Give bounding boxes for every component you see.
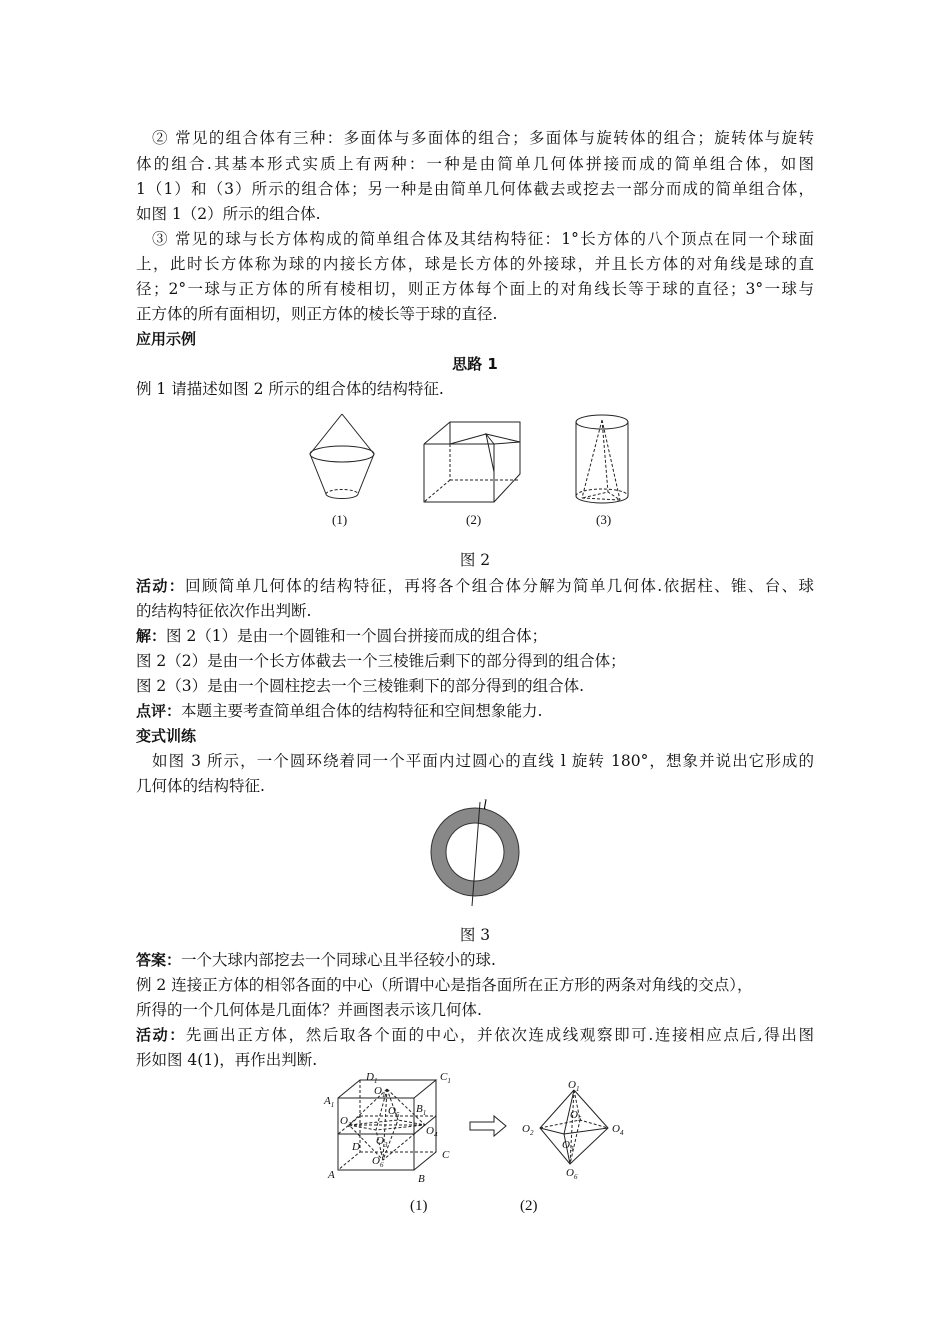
figure-4	[318, 1068, 638, 1188]
label-b1: $B_1$	[416, 1103, 427, 1117]
label-a1: $A_1$	[324, 1095, 335, 1109]
fig4-cube-labels	[323, 1071, 451, 1185]
fig4-sub-2: (2)	[520, 1198, 538, 1214]
fig2-sub-3: (3)	[596, 512, 612, 527]
para2-line-3: 1（1）和（3）所示的组合体；另一种是由简单几何体截去或挖去一部分而成的简单组合体，	[136, 180, 814, 198]
fig4-octahedron	[540, 1090, 608, 1164]
para2-line-2: 体的组合.其基本形式实质上有两种：一种是由简单几何体拼接而成的简单组合体，如图	[136, 155, 814, 173]
activity2-line-1	[136, 1025, 814, 1045]
label-o3: $O_3$	[376, 1135, 388, 1149]
label2-o2: $O_2$	[522, 1123, 534, 1137]
fig3-caption: 图 3	[459, 926, 491, 944]
label-c: C	[442, 1149, 450, 1161]
fig4-cube	[338, 1080, 436, 1170]
activity2-line-2: 形如图 4(1)，再作出判断.	[136, 1051, 318, 1069]
para3-line-2: 上，此时长方体称为球的内接长方体，球是长方体的外接球，并且长方体的对角线是球的直	[136, 255, 814, 273]
label-o1: $O_1$	[374, 1085, 386, 1099]
label2-o5: $O_5$	[570, 1109, 582, 1123]
label2-o4: $O_4$	[612, 1123, 624, 1137]
answer-label: 答案：	[136, 951, 182, 969]
activity2-text-1: 先画出正方体，然后取各个面的中心，并依次连成线观察即可.连接相应点后,得出图	[185, 1026, 814, 1044]
ring-shape	[431, 808, 519, 896]
variant-line-1: 如图 3 所示，一个圆环绕着同一个平面内过圆心的直线 l 旋转 180°，想象并说出它形成的	[152, 752, 814, 770]
example1-text: 例 1 请描述如图 2 所示的组合体的结构特征.	[136, 380, 444, 398]
fig4-sub-1: (1)	[410, 1198, 428, 1214]
para3-line-1: ③ 常见的球与长方体构成的简单组合体及其结构特征：1°长方体的八个顶点在同一个球面	[152, 230, 814, 248]
fig2-cylinder	[576, 415, 628, 503]
activity2-label: 活动：	[136, 1026, 186, 1044]
comment-line	[136, 701, 542, 721]
solution-line-1	[136, 626, 547, 646]
solution-line-2: 图 2（2）是由一个长方体截去一个三棱锥后剩下的部分得到的组合体；	[136, 652, 626, 670]
fig2-cone-frustum	[310, 414, 374, 499]
solution-text-1: 图 2（1）是由一个圆锥和一个圆台拼接而成的组合体；	[166, 627, 548, 645]
label-d1: $D_1$	[366, 1071, 378, 1085]
label-c1: $C_1$	[440, 1071, 451, 1085]
answer-line	[136, 950, 496, 970]
para3-line-3: 径；2°一球与正方体的所有棱相切，则正方体每个面上的对角线长等于球的直径；3°一球与	[136, 280, 814, 298]
label2-o1: $O_1$	[568, 1079, 580, 1093]
activity1-text-1: 回顾简单几何体的结构特征，再将各个组合体分解为简单几何体.依据柱、锥、台、球	[185, 577, 814, 595]
variant-line-2: 几何体的结构特征.	[136, 777, 265, 795]
fig2-sub-2: (2)	[466, 512, 482, 527]
arrow-icon	[470, 1116, 506, 1136]
para2-line-1: ② 常见的组合体有三种：多面体与多面体的组合；多面体与旋转体的组合；旋转体与旋转	[152, 129, 814, 147]
fig2-cut-box	[424, 422, 520, 502]
label-o4: $O_4$	[426, 1125, 438, 1139]
solution-line-3: 图 2（3）是由一个圆柱挖去一个三棱锥剩下的部分得到的组合体.	[136, 677, 585, 695]
comment-label: 点评：	[136, 702, 182, 720]
label-d: D	[352, 1141, 360, 1153]
example2-line-1: 例 2 连接正方体的相邻各面的中心（所谓中心是指各面所在正方形的两条对角线的交点），	[136, 976, 753, 994]
para2-line-4: 如图 1（2）所示的组合体.	[136, 205, 321, 223]
figure-3-ring	[420, 792, 530, 912]
label-o5: $O_5$	[388, 1105, 400, 1119]
example2-line-2: 所得的一个几何体是几面体？并画图表示该几何体.	[136, 1001, 482, 1019]
heading-variant: 变式训练	[136, 727, 197, 745]
solution-label: 解：	[136, 627, 167, 645]
axis-label-l: l	[483, 798, 487, 813]
label-b: B	[418, 1173, 425, 1185]
heading-apply: 应用示例	[136, 330, 197, 348]
activity1-line-2: 的结构特征依次作出判断.	[136, 602, 312, 620]
answer-text: 一个大球内部挖去一个同球心且半径较小的球.	[181, 951, 496, 969]
activity1-label: 活动：	[136, 577, 186, 595]
activity1-line-1	[136, 576, 814, 596]
comment-text: 本题主要考查简单组合体的结构特征和空间想象能力.	[181, 702, 543, 720]
fig2-caption: 图 2	[459, 551, 491, 569]
label2-o6: $O_6$	[566, 1167, 578, 1181]
label-o6: $O_6$	[372, 1155, 384, 1169]
para3-line-4: 正方体的所有面相切，则正方体的棱长等于球的直径.	[136, 305, 498, 323]
label-a: A	[328, 1169, 335, 1181]
label-o2: $O_2$	[340, 1115, 352, 1129]
heading-idea: 思路 1	[452, 355, 498, 373]
label2-o3: $O_3$	[562, 1139, 574, 1153]
fig2-sub-1: (1)	[332, 512, 348, 527]
